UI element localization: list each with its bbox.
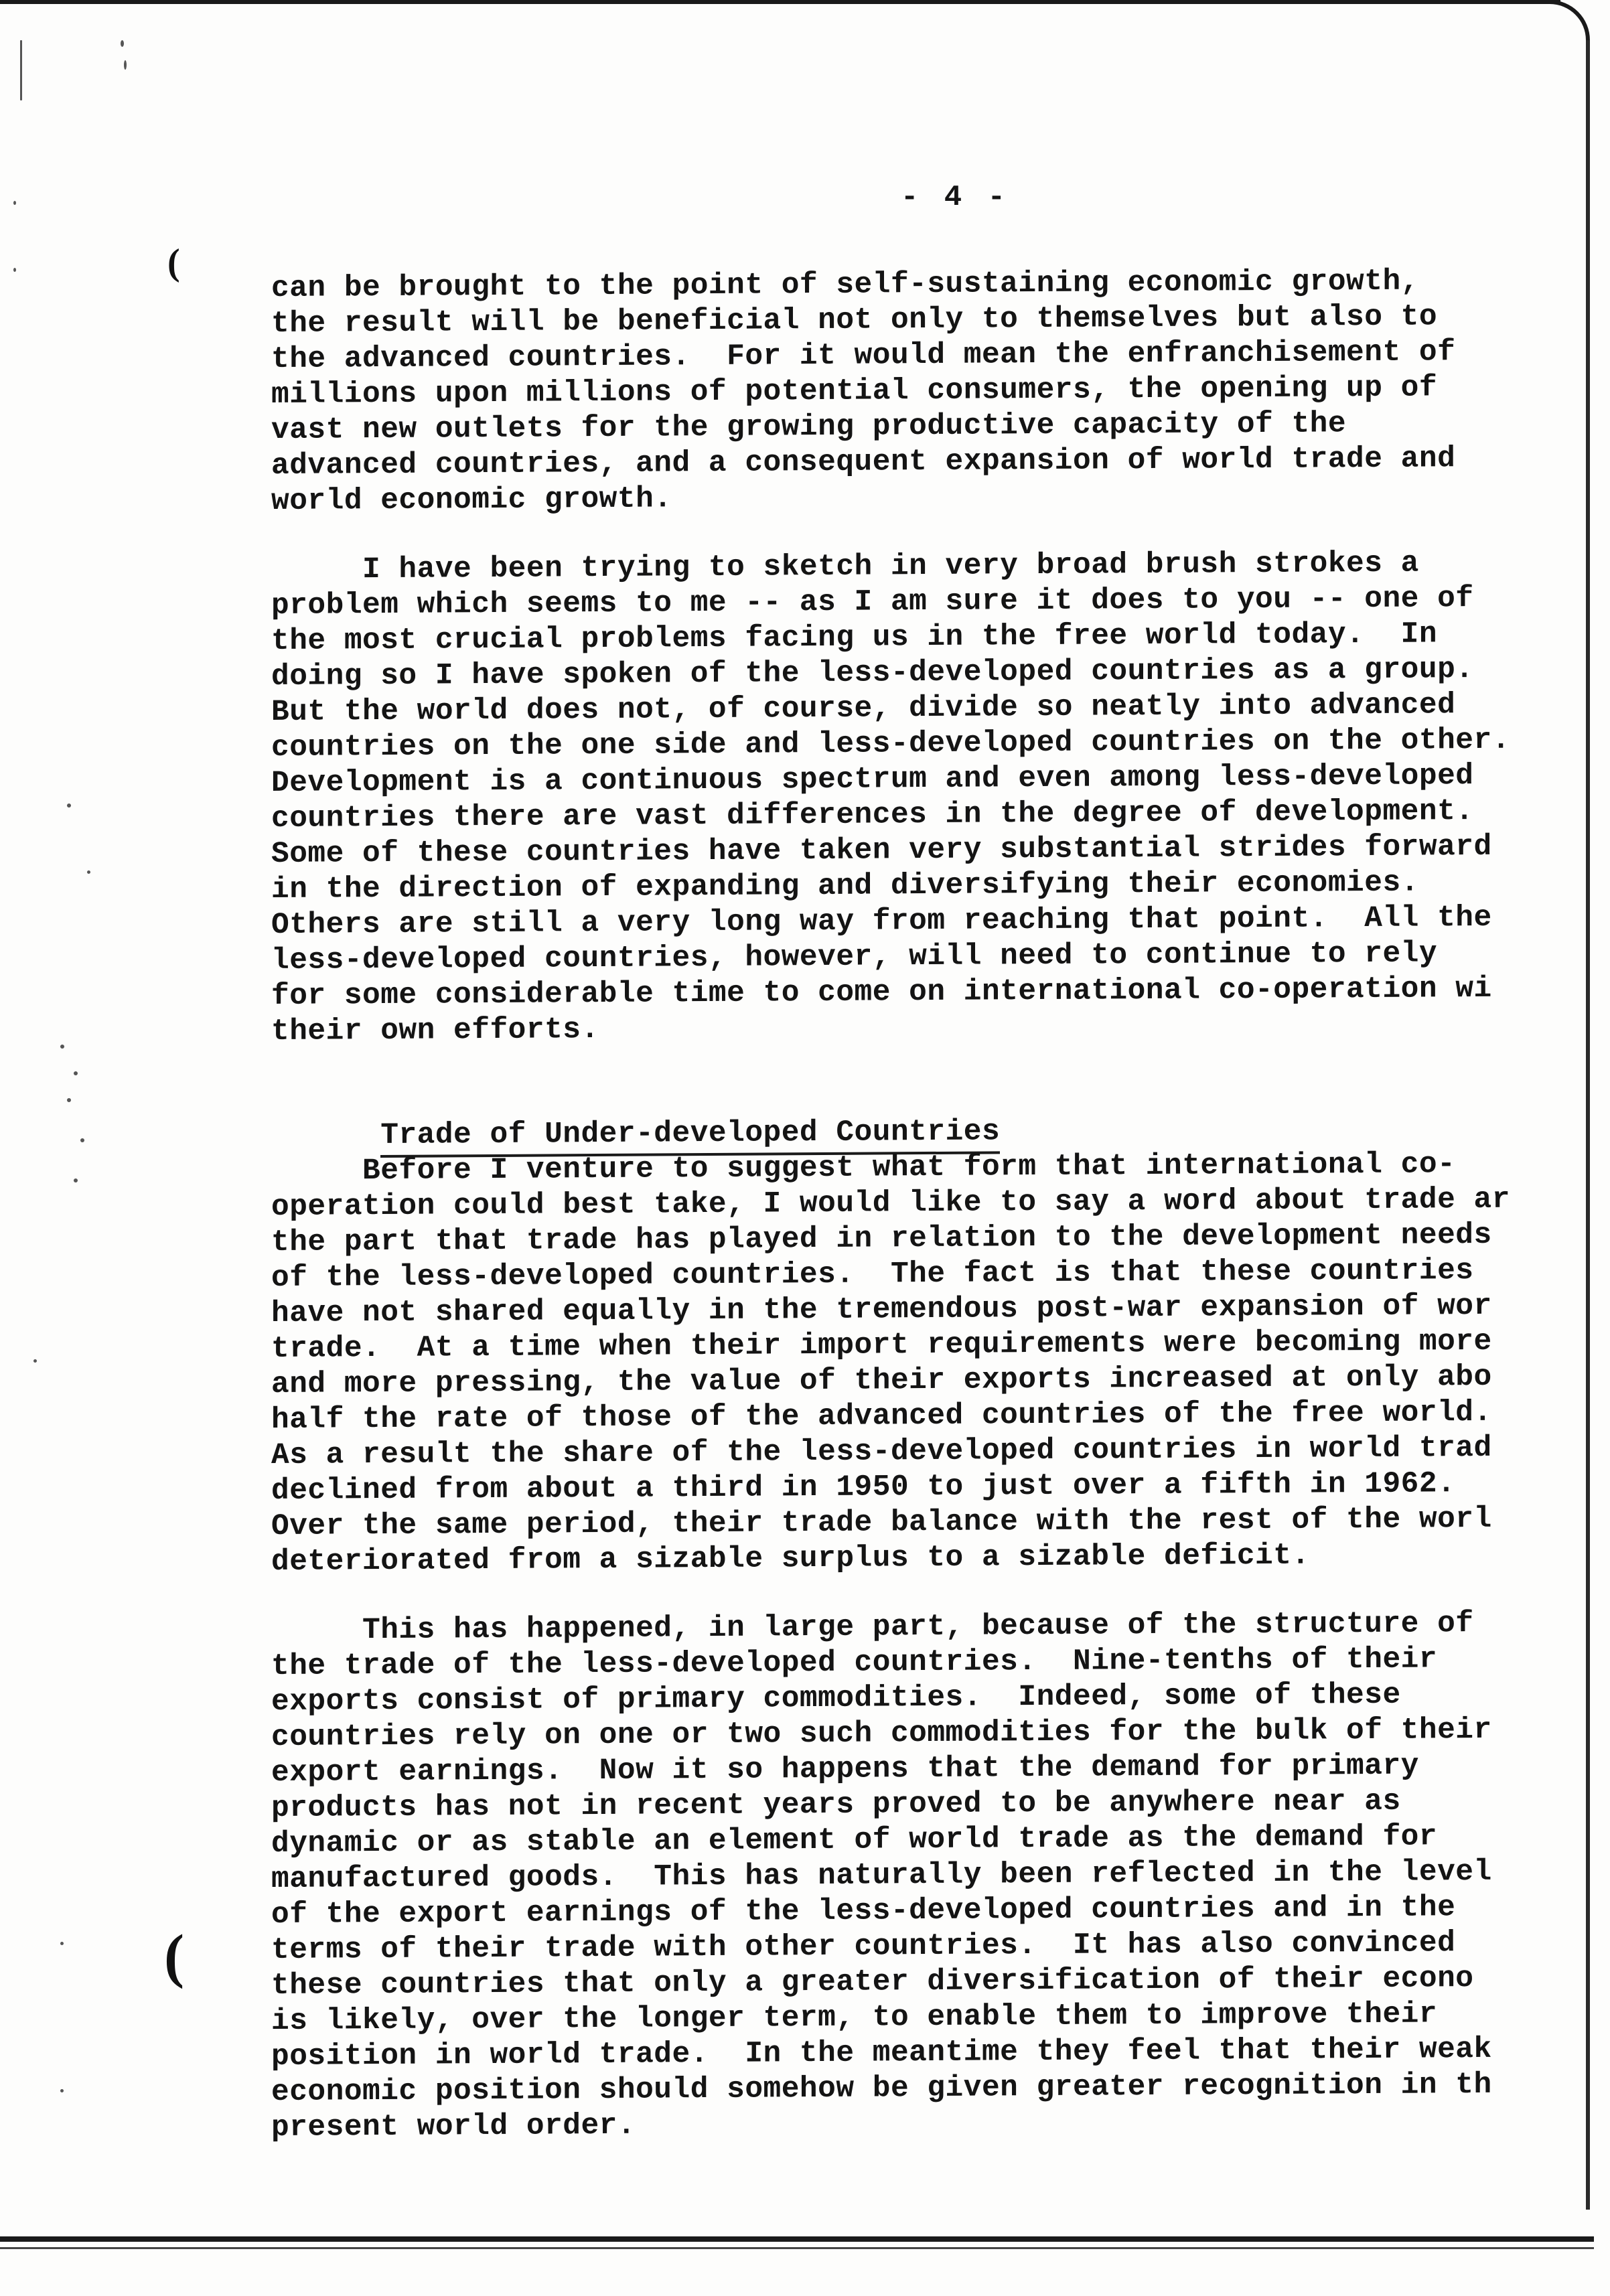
text-line: the trade of the less-developed countries. Nine-tenths of their [271, 1642, 1438, 1683]
text-line: operation could best take, I would like to say a word about trade ar [271, 1182, 1510, 1224]
text-line: exports consist of primary commodities. Indeed, some of these [271, 1678, 1401, 1719]
text-line: these countries that only a greater diversification of their econo [271, 1962, 1474, 2003]
text-line: Others are still a very long way from reaching that point. All the [271, 901, 1492, 942]
margin-paren-top: ( [167, 242, 180, 283]
text-line: the part that trade has played in relation to the development needs [271, 1218, 1492, 1259]
text-line: countries on the one side and less-developed countries on the other. [271, 723, 1510, 765]
text-line: manufactured goods. This has naturally been reflected in the level [271, 1855, 1492, 1896]
text-line: countries there are vast differences in the degree of development. [271, 795, 1474, 836]
text-line: the advanced countries. For it would mean the enfranchisement of [271, 335, 1456, 376]
paragraph-1 [271, 263, 1604, 520]
page-bottom-edge-inner [0, 2247, 1594, 2249]
text-line: vast new outlets for the growing productive capacity of the [271, 407, 1347, 447]
text-line: declined from about a third in 1950 to just over a fifth in 1962. [271, 1467, 1456, 1508]
text-line: millions upon millions of potential consumers, the opening up of [271, 371, 1438, 412]
text-line: for some considerable time to come on international co-operation wi [271, 972, 1492, 1013]
paragraph-4 [271, 1606, 1604, 2146]
margin-paren-bottom: ( [164, 1923, 184, 1989]
text-line: I have been trying to sketch in very broad brush strokes a [271, 546, 1419, 587]
text-line: economic position should somehow be given greater recognition in th [271, 2068, 1492, 2109]
text-line: in the direction of expanding and diversifying their economies. [271, 866, 1419, 907]
text-line: half the rate of those of the advanced countries of the free world. [271, 1395, 1492, 1437]
section-heading: Trade of Under-developed Countries [380, 1114, 1000, 1158]
page-corner-edge [1546, 0, 1590, 44]
text-line: present world order. [271, 2109, 636, 2145]
text-line: But the world does not, of course, divide so neatly into advanced [271, 688, 1456, 729]
text-line: advanced countries, and a consequent expansion of world trade and [271, 442, 1456, 483]
text-line: deteriorated from a sizable surplus to a sizable deficit. [271, 1539, 1310, 1579]
paragraph-2 [271, 545, 1604, 1050]
text-line: This has happened, in large part, because of the structure of [271, 1607, 1474, 1648]
text-line: of the less-developed countries. The fact is that these countries [271, 1254, 1474, 1295]
text-line: products has not in recent years proved to be anywhere near as [271, 1784, 1401, 1825]
left-margin-specks [0, 0, 134, 2296]
text-line: doing so I have spoken of the less-developed countries as a group. [271, 653, 1474, 694]
text-line: position in world trade. In the meantime they feel that their weak [271, 2032, 1492, 2074]
text-line: is likely, over the longer term, to enable them to improve their [271, 1997, 1438, 2038]
text-line: can be brought to the point of self-sustaining economic growth, [271, 264, 1419, 305]
text-line: world economic growth. [271, 482, 672, 518]
page-bottom-edge [0, 2236, 1594, 2242]
text-line: problem which seems to me -- as I am sure it does to you -- one of [271, 582, 1474, 623]
text-line: Some of these countries have taken very substantial strides forward [271, 830, 1492, 871]
document-body [271, 263, 1604, 2146]
text-line: have not shared equally in the tremendous post-war expansion of wor [271, 1289, 1492, 1330]
page-number: - 4 - [901, 181, 1010, 214]
text-line: dynamic or as stable an element of world trade as the demand for [271, 1820, 1438, 1861]
text-line: their own efforts. [271, 1013, 599, 1049]
page-top-edge [0, 0, 1560, 4]
text-line: Before I venture to suggest what form that international co- [271, 1148, 1456, 1189]
text-line: trade. At a time when their import requirements were becoming more [271, 1324, 1492, 1366]
text-line: the most crucial problems facing us in the free world today. In [271, 617, 1438, 658]
text-line: of the export earnings of the less-developed countries and in the [271, 1891, 1456, 1932]
text-line: terms of their trade with other countries. It has also convinced [271, 1926, 1456, 1967]
paragraph-3 [271, 1146, 1604, 1580]
text-line: Development is a continuous spectrum and even among less-developed [271, 759, 1474, 800]
text-line: As a result the share of the less-developed countries in world trad [271, 1431, 1492, 1472]
text-line: and more pressing, the value of their exports increased at only abo [271, 1360, 1492, 1401]
text-line: the result will be beneficial not only to themselves but also to [271, 300, 1438, 341]
text-line: less-developed countries, however, will need to continue to rely [271, 937, 1438, 978]
text-line: countries rely on one or two such commodities for the bulk of their [271, 1713, 1492, 1754]
text-line: export earnings. Now it so happens that the demand for primary [271, 1749, 1419, 1790]
text-line: Over the same period, their trade balance with the rest of the worl [271, 1502, 1492, 1543]
